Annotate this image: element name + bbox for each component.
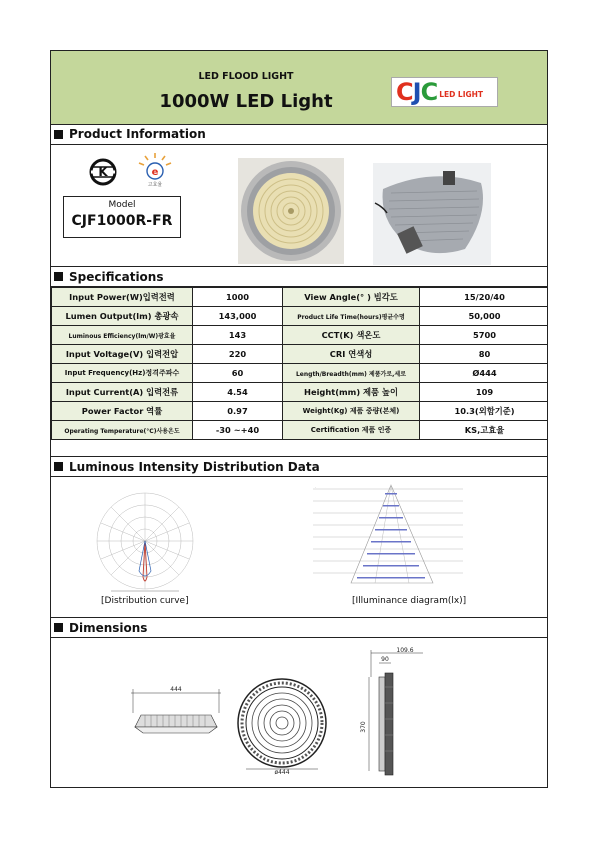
spec-label: Certification 제품 인증 (283, 421, 420, 440)
spec-label: View Angle(° ) 빔각도 (283, 288, 420, 307)
spec-table (51, 287, 548, 440)
spec-value: 1000 (193, 288, 283, 307)
spec-value: 10.3(외함기준) (420, 402, 549, 421)
spec-label: Input Current(A) 입력전류 (52, 383, 193, 402)
spec-row (52, 402, 549, 421)
profile-view-drawing (341, 647, 431, 777)
section-bullet-icon (54, 462, 63, 471)
spec-label: CRI 연색성 (283, 345, 420, 364)
spec-value: 5700 (420, 326, 549, 345)
spec-value: 0.97 (193, 402, 283, 421)
logo-mark: CJC (396, 78, 438, 106)
kc-letter: K (98, 165, 108, 179)
spec-label: Product Life Time(hours)평균수명 (283, 307, 420, 326)
spec-label: Input Frequency(Hz)정격주파수 (52, 364, 193, 383)
spec-value: 60 (193, 364, 283, 383)
spec-value: KS,고효율 (420, 421, 549, 440)
dim-height-label: 370 (360, 721, 367, 733)
distribution-curve-diagram (91, 489, 199, 595)
section-specifications (51, 266, 547, 287)
dim-diameter-label: ø444 (274, 769, 290, 775)
illuminance-diagram (313, 481, 465, 593)
kc-certification-icon (88, 155, 118, 189)
spec-label: Height(mm) 제품 높이 (283, 383, 420, 402)
spec-row (52, 345, 549, 364)
header-title: 1000W LED Light (159, 91, 333, 112)
spec-value: 80 (420, 345, 549, 364)
spec-label: Operating Temperature(°C)사용온도 (52, 421, 193, 440)
spec-value: Ø444 (420, 364, 549, 383)
product-back-photo (373, 163, 491, 265)
spec-value: 109 (420, 383, 549, 402)
section-title: Product Information (69, 127, 206, 141)
spec-sheet (50, 50, 548, 788)
spec-value: 143 (193, 326, 283, 345)
spec-row (52, 421, 549, 440)
spec-label: Input Voltage(V) 입력전압 (52, 345, 193, 364)
spec-value: 50,000 (420, 307, 549, 326)
cjc-logo (391, 77, 498, 107)
spec-row (52, 307, 549, 326)
efficiency-label: 고효율 (147, 182, 163, 188)
section-title: Specifications (69, 269, 164, 284)
distribution-curve-caption: [Distribution curve] (101, 596, 189, 606)
spec-label: CCT(K) 색온도 (283, 326, 420, 345)
spec-value: 15/20/40 (420, 288, 549, 307)
spec-label: Power Factor 역률 (52, 402, 193, 421)
header (51, 51, 547, 125)
model-value: CJF1000R-FR (71, 213, 173, 229)
section-luminous-intensity (51, 456, 547, 477)
spec-value: -30 ~+40 (193, 421, 283, 440)
section-bullet-icon (54, 130, 63, 139)
spec-value: 220 (193, 345, 283, 364)
section-product-information (51, 124, 547, 145)
illuminance-diagram-caption: [Illuminance diagram(lx)] (352, 596, 467, 606)
model-box (63, 196, 181, 238)
spec-row (52, 288, 549, 307)
front-view-drawing (234, 675, 334, 775)
svg-text:.: . (315, 485, 316, 489)
spec-value: 143,000 (193, 307, 283, 326)
spec-row (52, 326, 549, 345)
high-efficiency-certification-icon (136, 151, 174, 189)
product-front-photo (238, 158, 344, 264)
spec-label: Input Power(W)입력전력 (52, 288, 193, 307)
side-view-drawing (131, 683, 221, 743)
section-bullet-icon (54, 272, 63, 281)
spec-row (52, 364, 549, 383)
section-title: Luminous Intensity Distribution Data (69, 459, 320, 474)
section-bullet-icon (54, 623, 63, 632)
spec-row (52, 383, 549, 402)
spec-label: Length/Breadth(mm) 제품가로,세로 (283, 364, 420, 383)
section-dimensions (51, 617, 547, 638)
dim-width-label: 444 (170, 686, 182, 693)
section-title: Dimensions (69, 620, 148, 635)
spec-label: Weight(Kg) 제품 중량(본체) (283, 402, 420, 421)
spec-value: 4.54 (193, 383, 283, 402)
header-subtitle: LED FLOOD LIGHT (198, 71, 294, 82)
dim-depth-total-label: 109.6 (396, 647, 414, 654)
logo-text: LED LIGHT (439, 89, 484, 99)
svg-text:e: e (151, 167, 159, 178)
model-label: Model (108, 200, 136, 210)
spec-label: Luminous Efficiency(lm/W)광효율 (52, 326, 193, 345)
spec-label: Lumen Output(lm) 총광속 (52, 307, 193, 326)
dim-depth-body-label: 90 (381, 656, 389, 663)
